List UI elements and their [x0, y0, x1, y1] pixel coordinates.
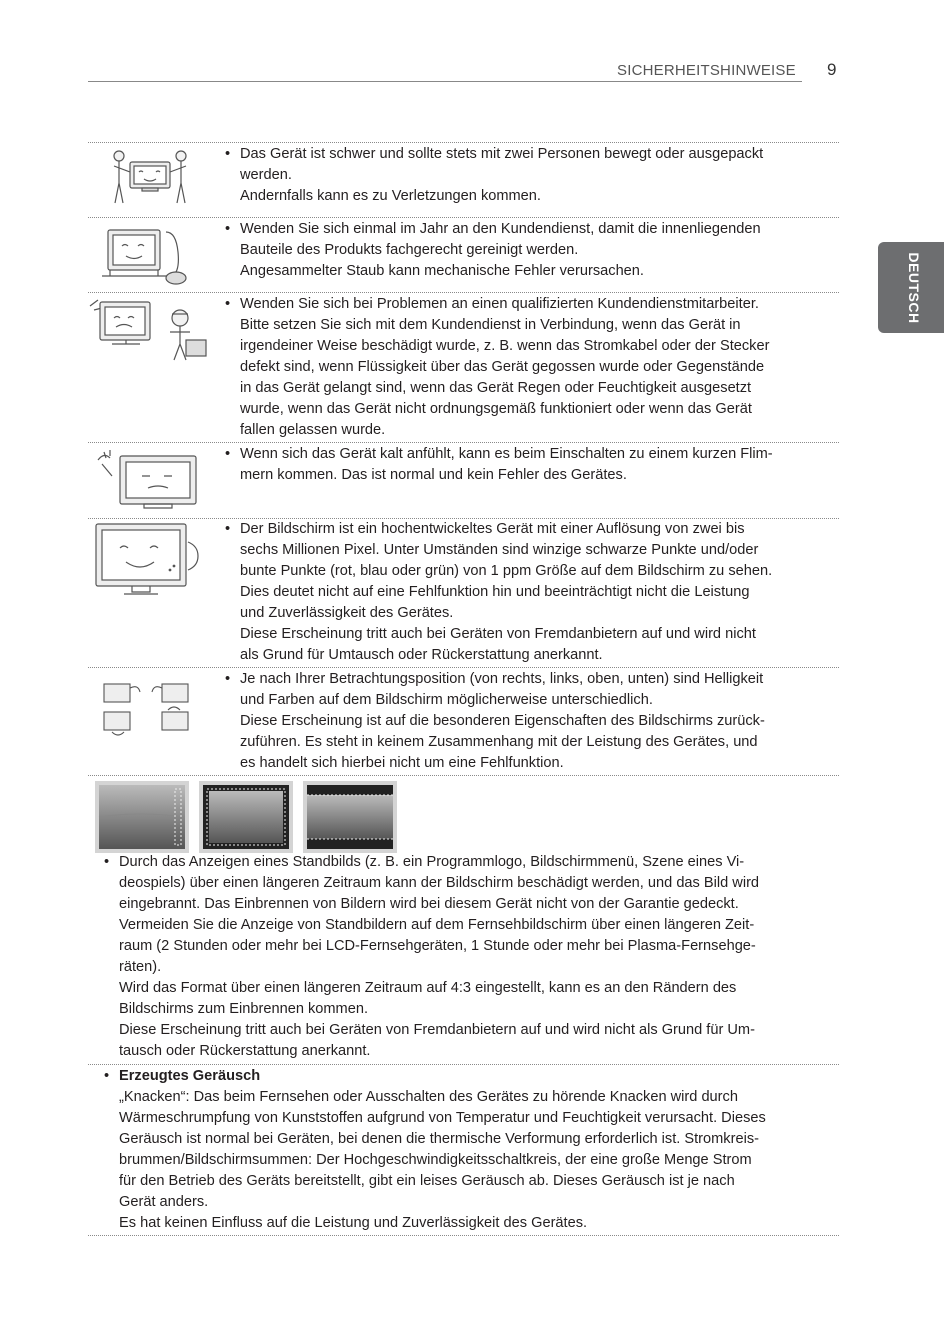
safety-note [225, 144, 825, 207]
bullet-item [225, 219, 825, 282]
text-line: Vermeiden Sie die Anzeige von Standbildern auf dem Fernsehbildschirm über einen längeren Zeit- [119, 917, 755, 933]
bullet-item [225, 444, 825, 486]
safety-note [104, 1066, 824, 1234]
text-line: für den Betrieb des Geräts bereitstellt, gibt ein leises Geräusch ab. Dieses Geräusch ist je nach [119, 1173, 735, 1189]
text-line: Geräusch ist normal bei Geräten, bei denen die thermische Verformung erforderlich ist. Stromkreis- [119, 1131, 759, 1147]
text-line: sechs Millionen Pixel. Unter Umständen sind winzige schwarze Punkte und/oder [240, 542, 759, 558]
text-line: • Wenden Sie sich bei Problemen an einen qualifizierten Kundendienstmitarbeiter. [240, 296, 759, 312]
text-line: Bauteile des Produkts fachgerecht gereinigt werden. [240, 242, 579, 258]
text-line: fallen gelassen wurde. [240, 422, 386, 438]
text-line: und Farben auf dem Bildschirm möglicherweise unterschiedlich. [240, 692, 653, 708]
safety-note [225, 444, 825, 486]
text-line: Diese Erscheinung tritt auch bei Geräten von Fremdanbietern auf und wird nicht [240, 626, 756, 642]
section-divider [88, 1064, 839, 1065]
text-line: Gerät anders. [119, 1194, 209, 1210]
bullet-item [225, 294, 825, 441]
text-line: bunte Punkte (rot, blau oder grün) von 1 ppm Größe auf dem Bildschirm zu sehen. [240, 563, 773, 579]
text-line: irgendeiner Weise beschädigt wurde, z. B. wenn das Stromkabel oder der Stecker [240, 338, 770, 354]
text-line: wurde, wenn das Gerät nicht ordnungsgemäß funktioniert oder wenn das Gerät [240, 401, 752, 417]
text-line: als Grund für Umtausch oder Rückerstattung anerkannt. [240, 647, 603, 663]
safety-note [225, 294, 825, 441]
text-line: Es hat keinen Einfluss auf die Leistung und Zuverlässigkeit des Gerätes. [119, 1215, 588, 1231]
page-number: 9 [827, 60, 837, 79]
header-divider [88, 81, 802, 82]
bullet-item [225, 669, 825, 774]
tv-technician-icon [88, 296, 212, 366]
text-line: „Knacken“: Das beim Fernsehen oder Ausschalten des Gerätes zu hörende Knacken wird durch [119, 1089, 738, 1105]
text-line: zuführen. Es steht in keinem Zusammenhang mit der Leistung des Gerätes, und [240, 734, 758, 750]
text-line: in das Gerät gelangt sind, wenn das Gerät Regen oder Feuchtigkeit ausgesetzt [240, 380, 752, 396]
text-line: Bildschirms zum Einbrennen kommen. [119, 1001, 368, 1017]
tv-vacuum-icon [100, 222, 192, 288]
text-line: räten). [119, 959, 162, 975]
text-line: Angesammelter Staub kann mechanische Fehler verursachen. [240, 263, 644, 279]
text-line: • Wenden Sie sich einmal im Jahr an den Kundendienst, damit die innenliegenden [240, 221, 761, 237]
section-divider [88, 217, 839, 218]
section-title: SICHERHEITSHINWEISE [617, 62, 796, 79]
text-line: • Durch das Anzeigen eines Standbilds (z. B. ein Programmlogo, Bildschirmmenü, Szene eines Vi- [119, 854, 745, 870]
section-divider [88, 1235, 839, 1236]
section-divider [88, 667, 839, 668]
safety-note [104, 852, 824, 1062]
people-carrying-tv-icon [108, 148, 192, 212]
text-line: Diese Erscheinung ist auf die besonderen Eigenschaften des Bildschirms zurück- [240, 713, 765, 729]
language-tab [878, 242, 944, 333]
section-divider [88, 142, 839, 143]
text-line: brummen/Bildschirmsummen: Der Hochgeschwindigkeitsschaltkreis, der eine große Menge Strom [119, 1152, 752, 1168]
text-line: Andernfalls kann es zu Verletzungen kommen. [240, 188, 541, 204]
section-divider [88, 292, 839, 293]
safety-note [225, 519, 825, 666]
text-line: • Der Bildschirm ist ein hochentwickeltes Gerät mit einer Auflösung von zwei bis [240, 521, 745, 537]
bullet-item [104, 852, 824, 1062]
text-line: eingebrannt. Das Einbrennen von Bildern wird bei diesem Gerät nicht von der Garantie gedeckt. [119, 896, 739, 912]
text-line: Bitte setzen Sie sich mit dem Kundendienst in Verbindung, wenn das Gerät in [240, 317, 741, 333]
text-line: Diese Erscheinung tritt auch bei Geräten von Fremdanbietern auf und wird nicht als Grund für Um- [119, 1022, 755, 1038]
text-line: • Je nach Ihrer Betrachtungsposition (von rechts, links, oben, unten) sind Helligkeit [240, 671, 764, 687]
tv-pixels-icon [94, 522, 206, 600]
bullet-item [104, 1066, 824, 1234]
text-line: Dies deutet nicht auf eine Fehlfunktion hin und beeinträchtigt nicht die Leistung [240, 584, 750, 600]
note-heading: • Erzeugtes Geräusch [119, 1068, 261, 1084]
bullet-item [225, 144, 825, 207]
text-line: Wird das Format über einen längeren Zeitraum auf 4:3 eingestellt, kann es an den Rändern des [119, 980, 737, 996]
text-line: • Das Gerät ist schwer und sollte stets mit zwei Personen bewegt oder ausgepackt [240, 146, 764, 162]
viewing-angle-icon [98, 676, 198, 738]
safety-note [225, 219, 825, 282]
text-line: deospiels) über einen längeren Zeitraum kann der Bildschirm beschädigt werden, und das Bild wird [119, 875, 760, 891]
text-line: werden. [240, 167, 292, 183]
text-line: raum (2 Stunden oder mehr bei LCD-Fernsehgeräten, 1 Stunde oder mehr bei Plasma-Fernsehge- [119, 938, 756, 954]
section-divider [88, 442, 839, 443]
safety-note [225, 669, 825, 774]
text-line: mern kommen. Das ist normal und kein Fehler des Gerätes. [240, 467, 627, 483]
text-line: tausch oder Rückerstattung anerkannt. [119, 1043, 371, 1059]
text-line: • Wenn sich das Gerät kalt anfühlt, kann es beim Einschalten zu einem kurzen Flim- [240, 446, 773, 462]
text-line: und Zuverlässigkeit des Gerätes. [240, 605, 454, 621]
text-line: Wärmeschrumpfung von Kunststoffen aufgrund von Temperatur und Feuchtigkeit verursacht. Dieses [119, 1110, 766, 1126]
burn-in-photos [95, 781, 397, 853]
bullet-item [225, 519, 825, 666]
section-divider [88, 775, 839, 776]
cold-tv-icon [94, 448, 204, 514]
text-line: es handelt sich hierbei nicht um eine Fehlfunktion. [240, 755, 564, 771]
language-tab-label: DEUTSCH [906, 252, 922, 324]
text-line: defekt sind, wenn Flüssigkeit über das Gerät gegossen wurde oder Gegenstände [240, 359, 765, 375]
